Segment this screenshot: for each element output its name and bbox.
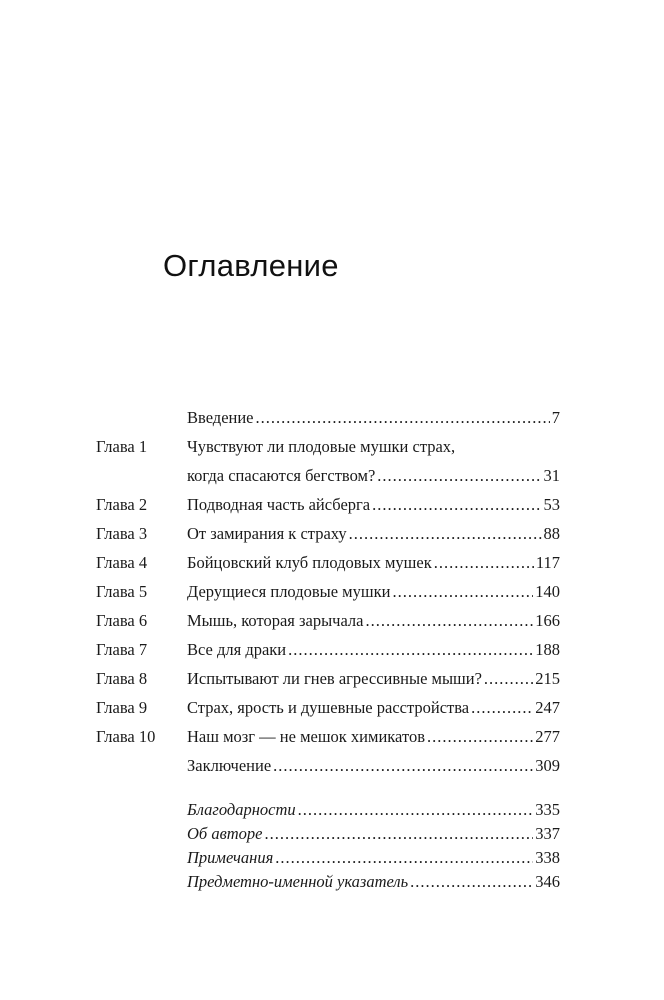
page-number: 7 <box>551 408 560 427</box>
entry-line <box>187 403 560 432</box>
dot-leader <box>288 635 533 664</box>
dot-leader <box>265 822 534 846</box>
toc-entry[interactable] <box>96 432 560 490</box>
entry-body <box>187 403 560 432</box>
page-number: 247 <box>535 698 560 717</box>
toc-entry[interactable] <box>96 577 560 606</box>
entry-title: Благодарности <box>187 800 296 819</box>
entry-body <box>187 751 560 780</box>
entry-title: Испытывают ли гнев агрессивные мыши? <box>187 669 482 688</box>
chapter-label: Глава 9 <box>96 698 148 717</box>
dot-leader <box>484 664 533 693</box>
page-number: 31 <box>543 466 560 485</box>
dot-leader <box>427 722 533 751</box>
dot-leader <box>275 846 533 870</box>
chapter-label: Глава 6 <box>96 611 148 630</box>
page-number: 140 <box>535 582 560 601</box>
dot-leader <box>434 548 534 577</box>
table-of-contents <box>96 403 560 894</box>
dot-leader <box>298 798 534 822</box>
entry-body <box>187 846 560 870</box>
page-number: 166 <box>535 611 560 630</box>
page-title: Оглавление <box>163 248 339 283</box>
entry-body <box>187 490 560 519</box>
entry-title: Введение <box>187 408 254 427</box>
toc-entry[interactable] <box>96 822 560 846</box>
toc-entry[interactable] <box>96 519 560 548</box>
chapter-label: Глава 1 <box>96 437 148 456</box>
toc-entry[interactable] <box>96 722 560 751</box>
entry-body <box>187 548 560 577</box>
main-entries <box>96 403 560 780</box>
page-number: 337 <box>535 824 560 843</box>
entry-line <box>187 664 560 693</box>
page-number: 346 <box>535 872 560 891</box>
dot-leader <box>256 403 550 432</box>
entry-title: когда спасаются бегством? <box>187 466 376 485</box>
dot-leader <box>349 519 542 548</box>
page-number: 277 <box>535 727 560 746</box>
entry-title: Дерущиеся плодовые мушки <box>187 582 391 601</box>
toc-entry[interactable] <box>96 664 560 693</box>
entry-body <box>187 635 560 664</box>
entry-body <box>187 432 560 490</box>
entry-title: Примечания <box>187 848 274 867</box>
toc-entry[interactable] <box>96 606 560 635</box>
entry-line <box>187 577 560 606</box>
entry-title: Все для драки <box>187 640 287 659</box>
entry-body <box>187 519 560 548</box>
toc-entry[interactable] <box>96 490 560 519</box>
entry-title: Заключение <box>187 756 272 775</box>
page-number: 335 <box>535 800 560 819</box>
chapter-label: Глава 7 <box>96 640 148 659</box>
entry-title: Страх, ярость и душевные расстройства <box>187 698 470 717</box>
chapter-label: Глава 3 <box>96 524 148 543</box>
entry-title-line: Чувствуют ли плодовые мушки страх, <box>187 437 456 456</box>
entry-body <box>187 722 560 751</box>
back-matter-entries <box>96 798 560 894</box>
toc-entry[interactable] <box>96 846 560 870</box>
section-spacer <box>96 780 560 798</box>
dot-leader <box>392 577 533 606</box>
dot-leader <box>365 606 533 635</box>
entry-title: Мышь, которая зарычала <box>187 611 364 630</box>
entry-line <box>187 693 560 722</box>
dot-leader <box>273 751 533 780</box>
entry-line <box>187 798 560 822</box>
entry-line <box>187 548 560 577</box>
toc-entry[interactable] <box>96 635 560 664</box>
entry-body <box>187 606 560 635</box>
chapter-label: Глава 2 <box>96 495 148 514</box>
toc-entry[interactable] <box>96 403 560 432</box>
entry-line <box>187 490 560 519</box>
page-number: 88 <box>543 524 560 543</box>
entry-body <box>187 822 560 846</box>
entry-line <box>187 635 560 664</box>
chapter-label: Глава 5 <box>96 582 148 601</box>
entry-line <box>187 846 560 870</box>
entry-body <box>187 870 560 894</box>
page-number: 188 <box>535 640 560 659</box>
page-number: 53 <box>543 495 560 514</box>
entry-title: Об авторе <box>187 824 263 843</box>
chapter-label: Глава 10 <box>96 727 156 746</box>
entry-body <box>187 577 560 606</box>
chapter-label: Глава 8 <box>96 669 148 688</box>
entry-body <box>187 664 560 693</box>
entry-line <box>187 870 560 894</box>
entry-line <box>187 606 560 635</box>
dot-leader <box>377 461 541 490</box>
entry-line <box>187 519 560 548</box>
chapter-label: Глава 4 <box>96 553 148 572</box>
page-number: 117 <box>535 553 560 572</box>
entry-line <box>187 461 560 490</box>
entry-title: От замирания к страху <box>187 524 347 543</box>
dot-leader <box>471 693 533 722</box>
toc-entry[interactable] <box>96 798 560 822</box>
entry-line <box>187 722 560 751</box>
entry-body <box>187 693 560 722</box>
entry-title: Бойцовский клуб плодовых мушек <box>187 553 432 572</box>
page-number: 215 <box>535 669 560 688</box>
entry-title: Наш мозг — не мешок химикатов <box>187 727 425 746</box>
entry-title: Подводная часть айсберга <box>187 495 371 514</box>
entry-body <box>187 798 560 822</box>
dot-leader <box>372 490 541 519</box>
toc-entry[interactable] <box>96 693 560 722</box>
toc-entry[interactable] <box>96 870 560 894</box>
entry-title: Предметно-именной указатель <box>187 872 409 891</box>
entry-line <box>187 822 560 846</box>
entry-line <box>187 751 560 780</box>
toc-entry[interactable] <box>96 548 560 577</box>
toc-entry[interactable] <box>96 751 560 780</box>
page-number: 338 <box>535 848 560 867</box>
page-number: 309 <box>535 756 560 775</box>
dot-leader <box>410 870 533 894</box>
